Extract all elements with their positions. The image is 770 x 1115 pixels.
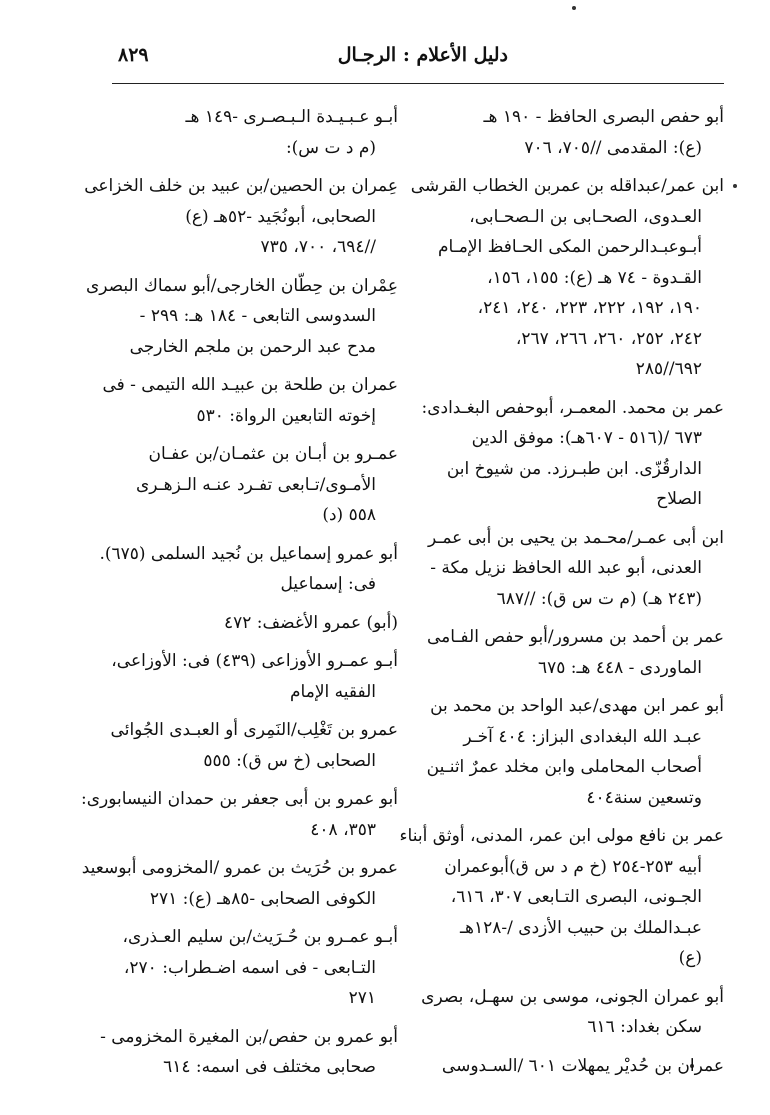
index-entry: [85, 271, 398, 363]
entry-heading-line: أبـو عـبـيـدة الـبـصـرى -١٤٩ هـ: [185, 107, 398, 127]
entry-heading-line: أبو عمرو إسماعيل بن نُجيد السلمى (٦٧٥).: [99, 543, 398, 564]
entry-heading-line: عمر بن أحمد بن مسرور/أبو حفص الفـامى: [426, 627, 724, 647]
entry-continuation-line: أصحاب المحاملى وابن مخلد عمرٌ اثنـين: [426, 757, 702, 777]
entry-heading-line: أبـو عمـرو بن حُـرَيث/بن سليم العـذرى،: [122, 927, 398, 947]
entry-continuation-line: عبـدالملك بن حبيب الأزدى /-١٢٨هـ: [460, 917, 702, 938]
entry-continuation-line: الصحابى (خ س ق): ٥٥٥: [203, 750, 376, 771]
entry-heading-line: عمر بن نافع مولى ابن عمر، المدنى، أوثق أبناء: [399, 826, 724, 846]
index-entry: [399, 821, 724, 974]
entry-continuation-line: مدح عبد الرحمن بن ملجم الخارجى: [129, 336, 376, 357]
entry-continuation-line: (ع): [678, 948, 702, 968]
index-entry: [108, 922, 398, 1014]
entry-continuation-line: الماوردى - ٤٤٨ هـ: ٦٧٥: [537, 657, 702, 678]
index-entry: [426, 691, 724, 813]
entry-continuation-line: (٢٤٣ هـ) (م ت س ق): //٦٨٧: [496, 588, 702, 609]
entry-continuation-line: أبـوعبـدالرحمن المكى الحـافظ الإمـام: [438, 237, 702, 257]
entry-continuation-line: الجـونى، البصرى التـابعى ٣٠٧، ٦١٦،: [450, 887, 702, 907]
entry-continuation-line: عبـد الله البغدادى البزاز: ٤٠٤ آخـر: [463, 726, 702, 747]
entry-heading-line: عمران بن طلحة بن عبيـد الله التيمى - فى: [102, 375, 398, 395]
entry-continuation-line: سكن بغداد: ٦١٦: [587, 1017, 702, 1037]
index-column-left: [80, 102, 398, 1091]
index-entry: [434, 1051, 724, 1082]
page-number: ٨٢٩: [118, 44, 149, 66]
entry-heading-line: أبـو عمـرو الأوزاعى (٤٣٩) فى: الأوزاعى،: [111, 651, 398, 671]
index-entry: [434, 102, 724, 163]
entry-heading-line: ابن عمر/عبداقله بن عمربن الخطاب القرشى: [410, 176, 724, 196]
entry-heading-line: عِمْران بن حِطّان الخارجى/أبو سماك البصرى: [85, 275, 398, 296]
index-entry: [421, 393, 724, 515]
entry-continuation-line: ٦٧٣ /(٥١٦ - ٦٠٧هـ): موفق الدين: [471, 428, 702, 448]
entry-continuation-line: أبيه ٢٥٣-٢٥٤ (خ م د س ق)أبوعمران: [444, 856, 702, 877]
index-entry: [108, 439, 398, 531]
entry-continuation-line: الدارقُزّى. ابن طبـرزد. من شيوخ ابن: [446, 458, 702, 479]
entry-continuation-line: إخوته التابعين الرواة: ٥٣٠: [196, 405, 376, 426]
index-entry: [81, 853, 398, 914]
entry-continuation-line: الكوفى الصحابى -٨٥هـ (ع): ٢٧١: [149, 888, 376, 909]
entry-heading-line: أبو عمرو بن أبى جعفر بن حمدان النيسابورى:: [80, 789, 398, 809]
margin-dot-right: [733, 184, 737, 188]
entry-continuation-line: وتسعين سنة٤٠٤: [586, 787, 702, 808]
entry-heading-line: عمرو بن حُرَيث بن عمرو /المخزومى أبوسعيد: [81, 858, 398, 878]
index-entry: [410, 171, 724, 385]
entry-continuation-line: الأمـوى/تـابعى تفـرد عنـه الـزهـرى: [135, 474, 376, 495]
header-rule: [112, 83, 724, 84]
entry-continuation-line: ٦٩٢//٢٨٥: [635, 359, 702, 379]
entry-continuation-line: صحابى مختلف فى اسمه: ٦١٤: [163, 1057, 376, 1077]
entry-continuation-line: //٦٩٤، ٧٠٠، ٧٣٥: [260, 237, 376, 257]
entry-continuation-line: الصحابى، أبونُجَيد -٥٢هـ (ع): [185, 206, 376, 227]
entry-heading-line: أبو عمرو بن حفص/بن المغيرة المخزومى -: [100, 1026, 398, 1047]
entry-continuation-line: فى: إسماعيل: [280, 574, 376, 594]
entry-heading-line: عمـرو بن أبـان بن عثمـان/بن عفـان: [148, 444, 398, 464]
entry-heading-line: أبو عمر ابن مهدى/عبد الواحد بن محمد بن: [430, 696, 724, 716]
entry-continuation-line: ١٩٠، ١٩٢، ٢٢٢، ٢٢٣، ٢٤٠، ٢٤١،: [477, 298, 702, 318]
index-entry: [80, 784, 398, 845]
index-entry: [102, 370, 398, 431]
entry-continuation-line: (ع): المقدمى //٧٠٥، ٧٠٦: [524, 137, 702, 158]
index-entry: [421, 982, 724, 1043]
entry-heading-line: أبو حفص البصرى الحافظ - ١٩٠ هـ: [483, 107, 724, 127]
margin-dot-top: [572, 6, 576, 10]
entry-heading-line: عمر بن محمد. المعمـر، أبوحفص البغـدادى:: [421, 397, 724, 418]
entry-continuation-line: السدوسى التابعى - ١٨٤ هـ: ٢٩٩ -: [139, 306, 376, 326]
entry-continuation-line: التـابعى - فى اسمه اضـطراب: ٢٧٠،: [123, 957, 376, 978]
index-entry: [108, 102, 398, 163]
entry-continuation-line: ٢٧١: [348, 988, 376, 1008]
entry-continuation-line: ٣٥٣، ٤٠٨: [310, 819, 376, 840]
entry-continuation-line: العـدوى، الصحـابى بن الـصحـابى،: [469, 206, 702, 227]
entry-heading-line: عِمران بن الحصين/بن عبيد بن خلف الخزاعى: [84, 176, 398, 196]
index-entry: [84, 171, 398, 263]
index-entry: [108, 608, 398, 639]
index-entry: [108, 715, 398, 776]
entry-heading-line: (أبو) عمرو الأغضف: ٤٧٢: [223, 612, 398, 633]
running-title: دليل الأعلام : الرجـال: [337, 44, 508, 66]
entry-continuation-line: العدنى، أبو عبد الله الحافظ نزيل مكة -: [430, 558, 702, 578]
entry-continuation-line: (م د ت س):: [285, 137, 376, 158]
index-column-right: [399, 102, 724, 1089]
entry-continuation-line: القـدوة - ٧٤ هـ (ع): ١٥٥، ١٥٦،: [487, 267, 702, 288]
entry-continuation-line: الفقيه الإمام: [290, 681, 376, 702]
index-entry: [108, 646, 398, 707]
index-entry: [427, 523, 724, 615]
index-entry: [426, 622, 724, 683]
entry-heading-line: عمرو بن تَغْلِب/النَمِرى أو العبـدى الجُوائى: [110, 720, 398, 740]
entry-continuation-line: ٢٤٢، ٢٥٢، ٢٦٠، ٢٦٦، ٢٦٧،: [515, 328, 702, 349]
entry-heading-line: ابن أبى عمـر/محـمد بن يحيى بن أبى عمـر: [427, 527, 724, 548]
index-entry: [99, 539, 398, 600]
entry-heading-line: أبو عمران الجونى، موسى بن سهـل، بصرى: [421, 986, 724, 1007]
entry-heading-line: عمران بن حُديْر يمهلات ٦٠١ /السـدوسى: [441, 1055, 724, 1076]
index-entry: [100, 1022, 398, 1083]
entry-continuation-line: الصلاح: [656, 489, 702, 509]
entry-continuation-line: ٥٥٨ (د): [322, 505, 376, 525]
